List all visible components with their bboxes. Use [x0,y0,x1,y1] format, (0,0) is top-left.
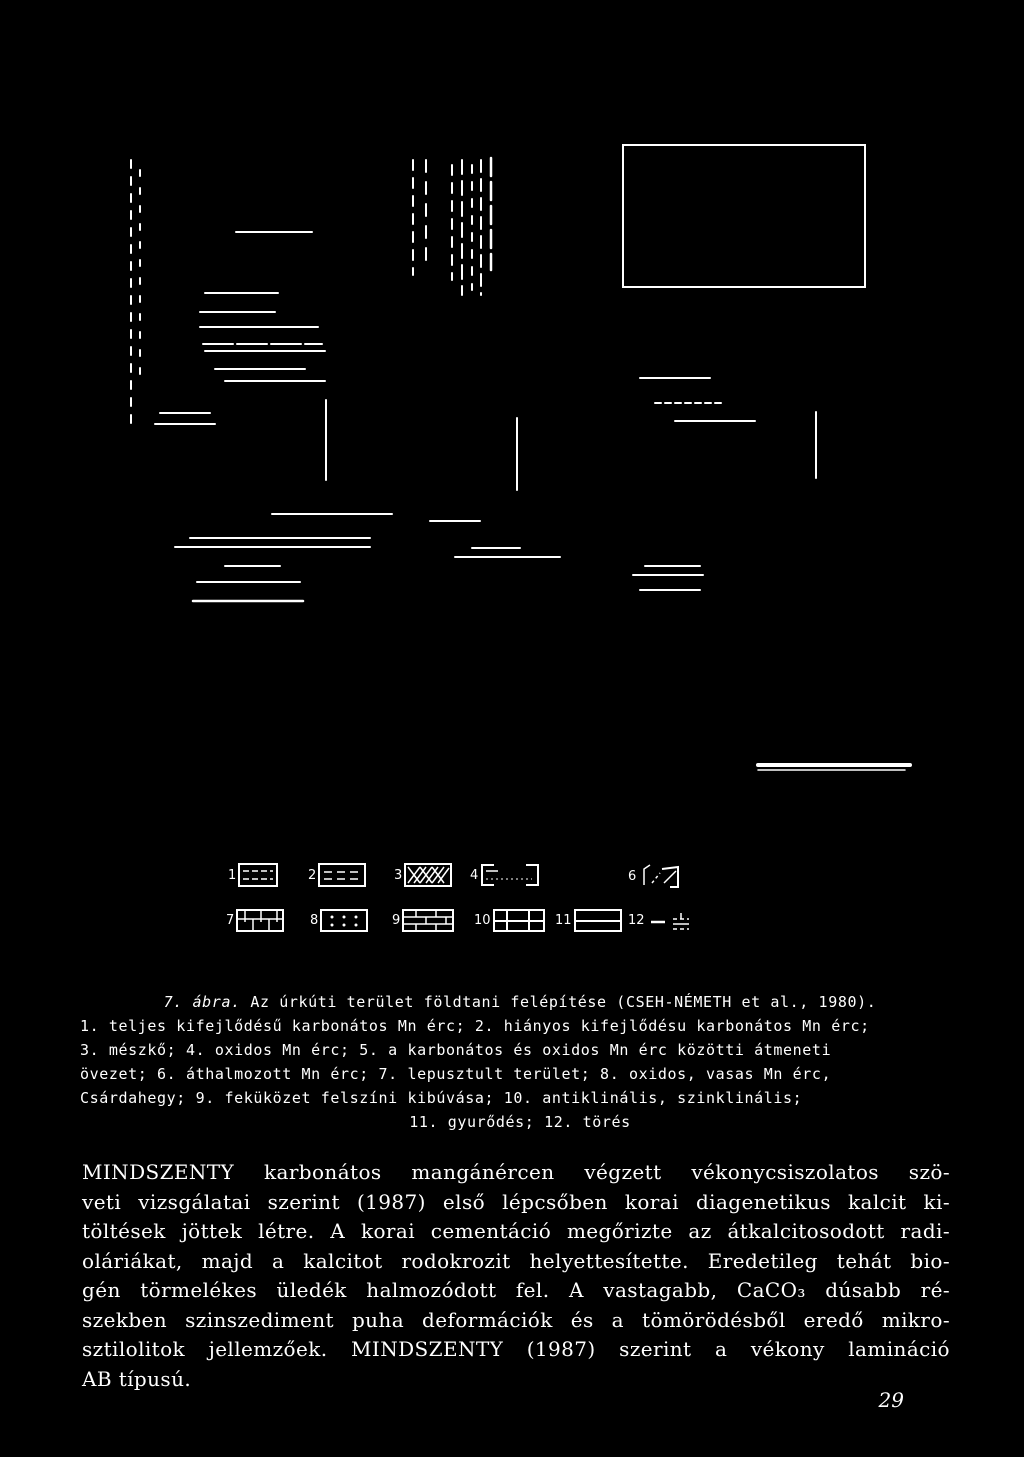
legend-number: 12 [628,912,645,928]
legend-number: 3 [394,867,403,883]
legend-number: 8 [310,912,319,928]
legend-item-1 [228,863,278,887]
legend-item-8 [310,907,368,933]
figure-caption [80,990,960,1134]
paragraph-line: AB típusú. [82,1366,192,1391]
legend-symbol-brick-icon [402,907,454,933]
figure-label: 7. ábra. [163,993,241,1011]
legend-symbol-short-dash-icon [318,863,366,887]
legend-item-3 [394,863,452,887]
caption-line: 11. gyurődés; 12. törés [409,1113,631,1131]
legend-symbol-partial-box-icon [480,863,540,887]
legend-item-6 [628,863,682,889]
legend-symbol-dotted-icon [320,907,368,933]
caption-line: 1. teljes kifejlődésű karbonátos Mn érc; 2. hiányos kifejlődésu karbonátos Mn érc; [80,1017,870,1035]
paragraph-line: gén törmelékes üledék halmozódott fel. A vastagabb, CaCO₃ dúsabb ré- [82,1278,950,1302]
legend-symbol-hatched-icon [404,863,452,887]
legend-number: 11 [555,912,572,928]
caption-line: 3. mészkő; 4. oxidos Mn érc; 5. a karbonátos és oxidos Mn érc közötti átmeneti [80,1041,832,1059]
legend-number: 6 [628,868,637,884]
body-paragraph [82,1158,950,1394]
legend-symbol-folded-line-icon [574,907,622,933]
legend-item-10 [474,907,545,933]
legend-symbol-dashed-fill-icon [238,863,278,887]
paragraph-line: veti vizsgálatai szerint (1987) első lépcsőben korai diagenetikus kalcit ki- [82,1189,950,1214]
map-frame [623,145,865,287]
paragraph-line: MINDSZENTY karbonátos mangánércen végzett vékonycsiszolatos szö- [82,1160,950,1184]
legend-number: 10 [474,912,491,928]
legend-number: 7 [226,912,235,928]
page-number: 29 [878,1388,904,1412]
legend-number: 4 [470,867,479,883]
caption-line: övezet; 6. áthalmozott Mn érc; 7. lepusztult terület; 8. oxidos, vasas Mn érc, [80,1065,832,1083]
legend-item-7 [226,907,284,933]
paragraph-line: töltések jöttek létre. A korai cementáció megőrizte az átkalcitosodott radi- [82,1219,950,1243]
legend-item-12 [628,907,693,933]
legend-symbol-vertical-bars-icon [236,907,284,933]
paragraph-line: szekben szinszediment puha deformációk és a tömörödésből eredő mikro- [82,1307,950,1332]
legend-number: 2 [308,867,317,883]
legend-item-2 [308,863,366,887]
legend-item-9 [392,907,454,933]
legend-symbol-cross-axis-icon [493,907,545,933]
legend-symbol-open-bracket-icon [638,863,682,889]
legend-item-11 [555,907,622,933]
paragraph-line: sztilolitok jellemzőek. MINDSZENTY (1987) szerint a vékony lamináció [82,1337,950,1361]
legend-symbol-fault-icon [647,907,693,933]
legend-item-4 [470,863,540,887]
caption-title-line [80,990,960,1014]
caption-line: Csárdahegy; 9. feküközet felszíni kibúvása; 10. antiklinális, szinklinális; [80,1089,803,1107]
legend-number: 1 [228,867,237,883]
caption-title: Az úrkúti terület földtani felépítése (CSEH-NÉMETH et al., 1980). [250,993,877,1011]
paragraph-line: oláriákat, majd a kalcitot rodokrozit helyettesítette. Eredetileg tehát bio- [82,1248,950,1273]
legend-number: 9 [392,912,401,928]
